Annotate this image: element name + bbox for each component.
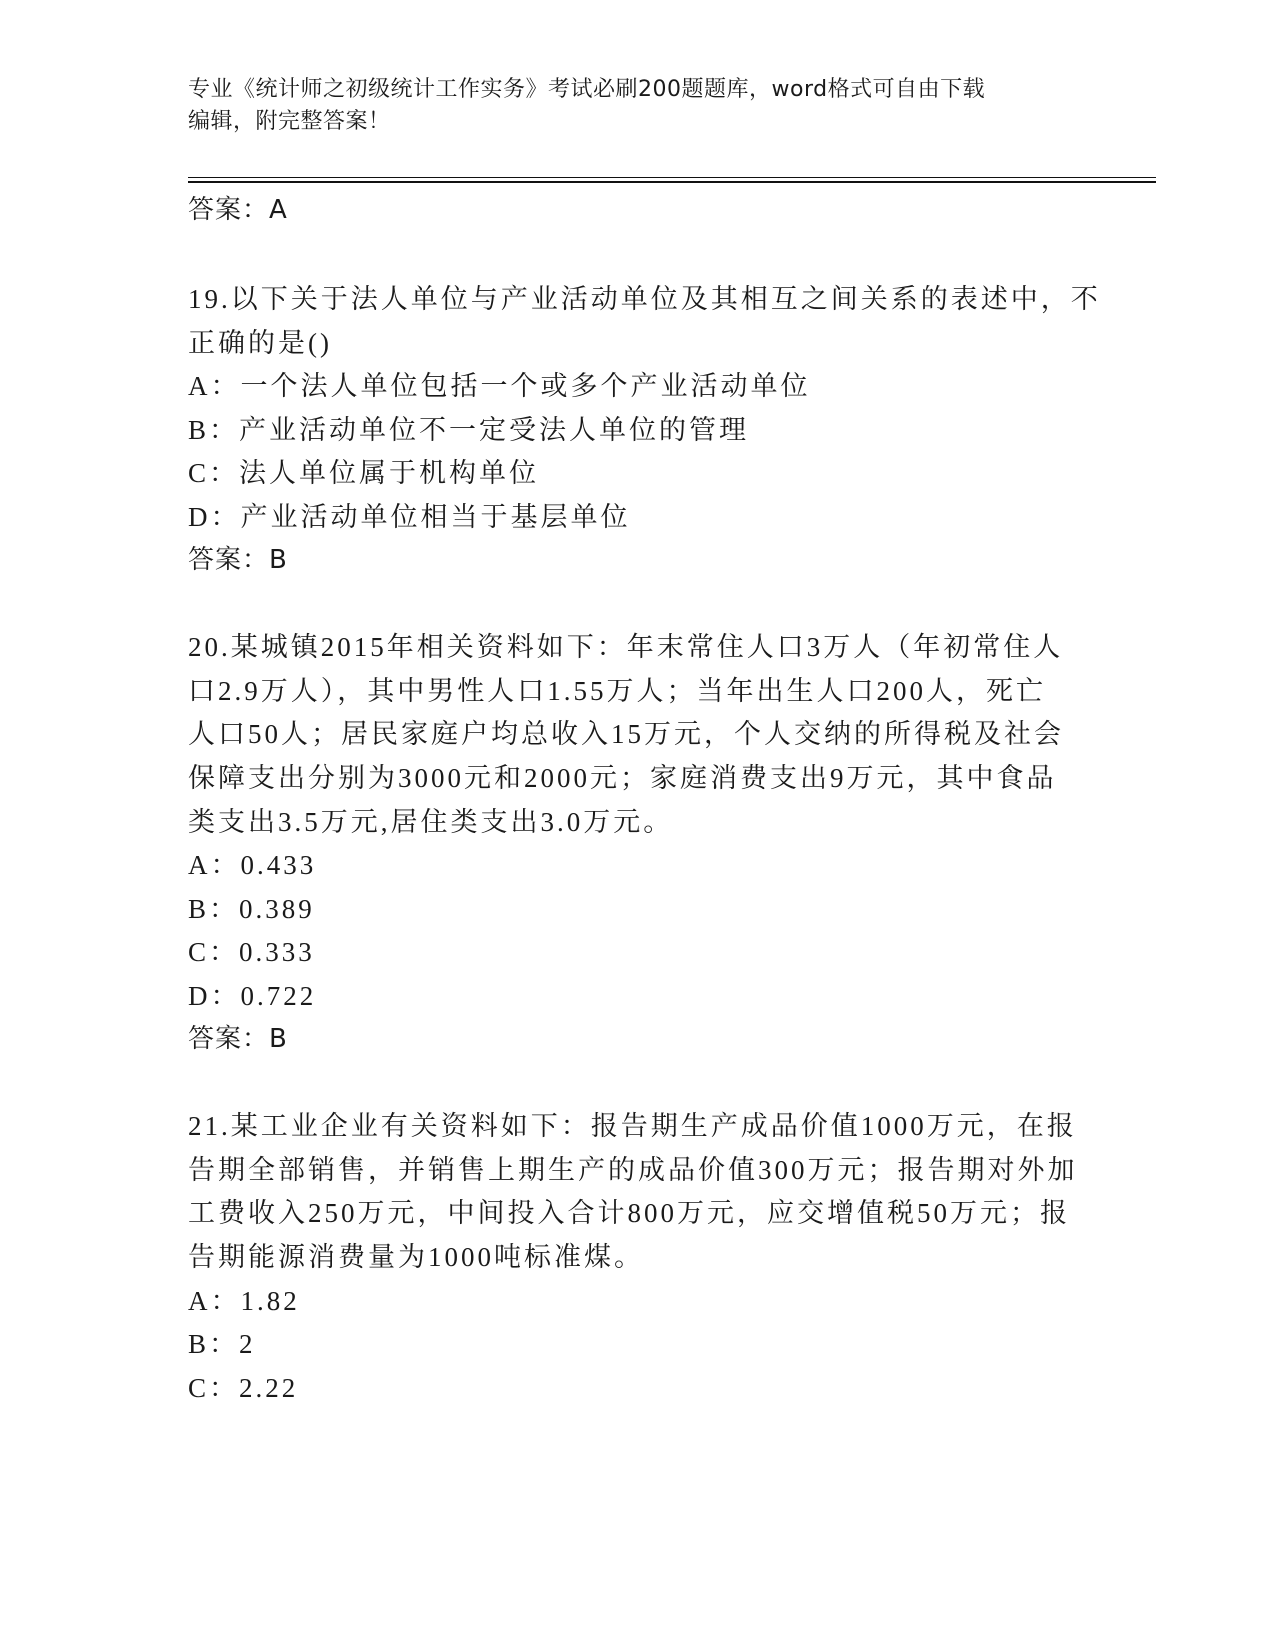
q21-option-c: C：2.22: [188, 1373, 299, 1403]
q20-stem-line-4: 保障支出分别为3000元和2000元；家庭消费支出9万元，其中食品: [188, 763, 1057, 793]
q21-option-b: B：2: [188, 1329, 256, 1359]
q19-stem-line-2: 正确的是(): [188, 328, 332, 358]
q20-answer: 答案：B: [188, 1024, 288, 1054]
q21-option-a: A：1.82: [188, 1286, 300, 1316]
q21-stem-line-2: 告期全部销售，并销售上期生产的成品价值300万元；报告期对外加: [188, 1155, 1078, 1185]
q19-option-d: D：产业活动单位相当于基层单位: [188, 502, 631, 532]
q20-stem-line-3: 人口50人；居民家庭户均总收入15万元，个人交纳的所得税及社会: [188, 719, 1064, 749]
header-divider-thin: [188, 177, 1156, 178]
q19-option-c: C：法人单位属于机构单位: [188, 458, 540, 488]
q19-option-b: B：产业活动单位不一定受法人单位的管理: [188, 415, 750, 445]
q20-option-d: D：0.722: [188, 981, 317, 1011]
header-divider-thick: [188, 181, 1156, 183]
q20-option-b: B：0.389: [188, 894, 315, 924]
q19-answer: 答案：B: [188, 545, 288, 575]
q20-stem-line-1: 20.某城镇2015年相关资料如下：年末常住人口3万人（年初常住人: [188, 632, 1064, 662]
header-line-2: 编辑，附完整答案！: [188, 109, 391, 134]
previous-answer: 答案：A: [188, 195, 288, 225]
document-header: [188, 74, 1088, 138]
q20-option-a: A：0.433: [188, 850, 317, 880]
q21-stem-line-1: 21.某工业企业有关资料如下：报告期生产成品价值1000万元，在报: [188, 1111, 1077, 1141]
q20-stem-line-5: 类支出3.5万元,居住类支出3.0万元。: [188, 807, 674, 837]
q21-stem-line-3: 工费收入250万元，中间投入合计800万元，应交增值税50万元；报: [188, 1198, 1070, 1228]
q19-option-a: A：一个法人单位包括一个或多个产业活动单位: [188, 371, 811, 401]
q19-stem-line-1: 19.以下关于法人单位与产业活动单位及其相互之间关系的表述中，不: [188, 284, 1101, 314]
q20-option-c: C：0.333: [188, 937, 315, 967]
header-line-1: 专业《统计师之初级统计工作实务》考试必刷200题题库，word格式可自由下载: [188, 77, 986, 102]
q20-stem-line-2: 口2.9万人），其中男性人口1.55万人；当年出生人口200人，死亡: [188, 676, 1046, 706]
q21-stem-line-4: 告期能源消费量为1000吨标准煤。: [188, 1242, 644, 1272]
